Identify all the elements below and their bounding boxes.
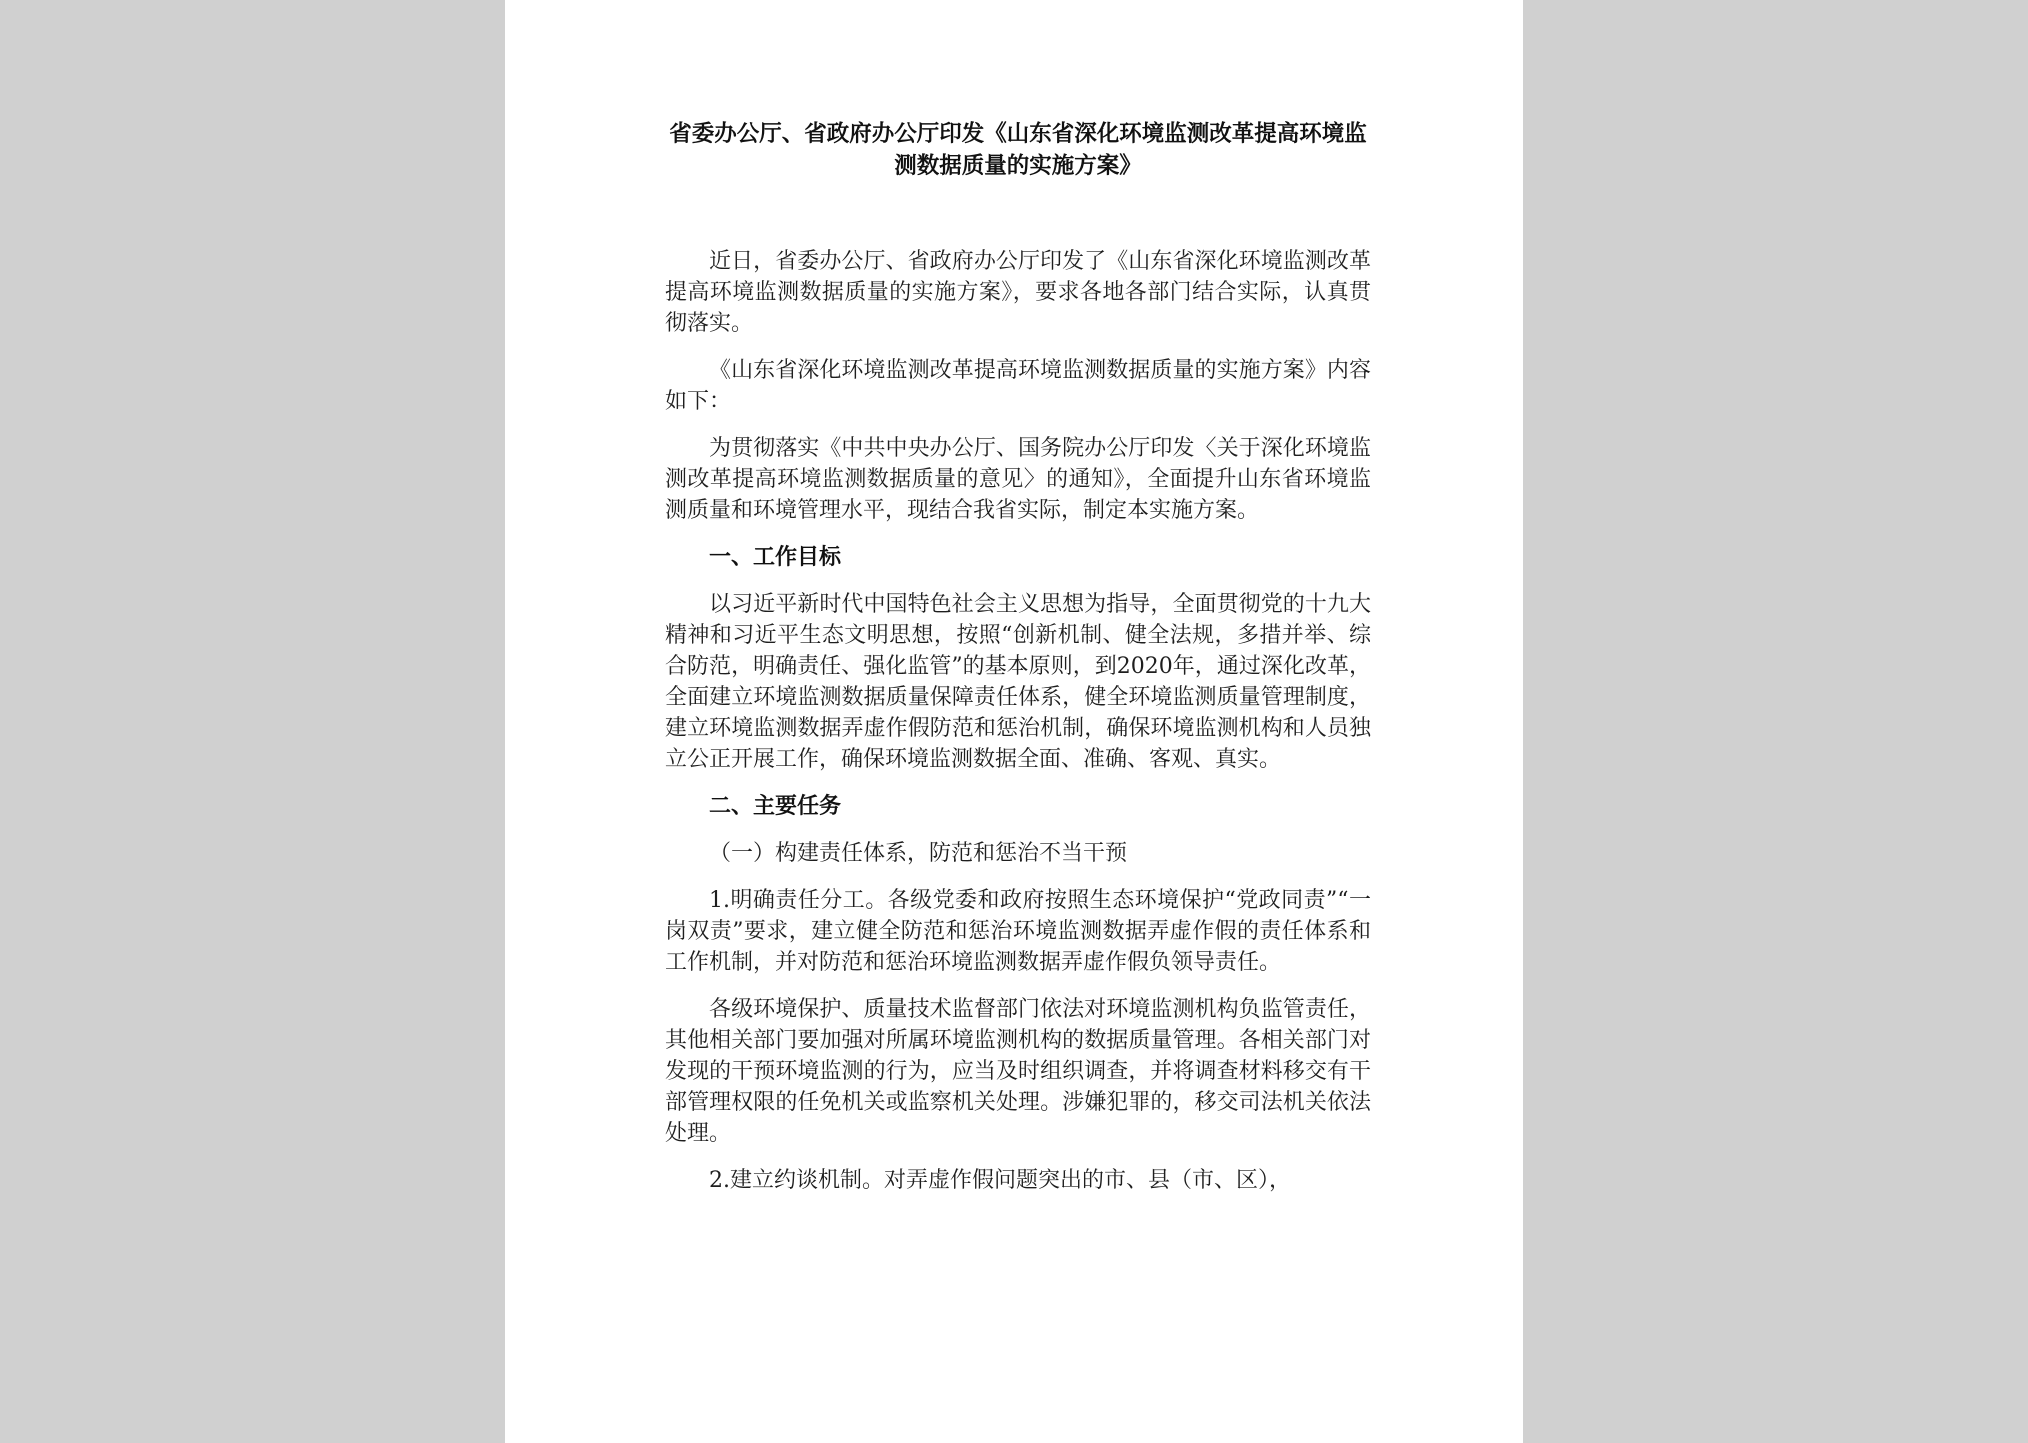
section-heading-goals: 一、工作目标 (709, 545, 842, 570)
document-title: 省委办公厅、省政府办公厅印发《山东省深化环境监测改革提高环境监测数据质量的实施方案》 (669, 121, 1367, 179)
document-page (505, 0, 1523, 1443)
paragraph-content-lead: 《山东省深化环境监测改革提高环境监测数据质量的实施方案》内容如下： (665, 358, 1371, 414)
page-content (665, 118, 1371, 1212)
section-heading-tasks: 二、主要任务 (709, 794, 842, 819)
paragraph-task-1: 1.明确责任分工。各级党委和政府按照生态环境保护“党政同责”“一岗双责”要求，建立健全防范和惩治环境监测数据弄虚作假的责任体系和工作机制，并对防范和惩治环境监测数据弄虚作假负领导责任。 (665, 888, 1371, 975)
paragraph-intro: 近日，省委办公厅、省政府办公厅印发了《山东省深化环境监测改革提高环境监测数据质量的实施方案》，要求各地各部门结合实际，认真贯彻落实。 (665, 249, 1371, 336)
subsection-heading-responsibility: （一）构建责任体系，防范和惩治不当干预 (709, 841, 1128, 866)
paragraph-purpose: 为贯彻落实《中共中央办公厅、国务院办公厅印发〈关于深化环境监测改革提高环境监测数据质量的意见〉的通知》，全面提升山东省环境监测质量和环境管理水平，现结合我省实际，制定本实施方案。 (665, 436, 1371, 523)
paragraph-supervision: 各级环境保护、质量技术监督部门依法对环境监测机构负监管责任，其他相关部门要加强对所属环境监测机构的数据质量管理。各相关部门对发现的干预环境监测的行为，应当及时组织调查，并将调查材料移交有干部管理权限的任免机关或监察机关处理。涉嫌犯罪的，移交司法机关依法处理。 (665, 997, 1371, 1146)
paragraph-goals: 以习近平新时代中国特色社会主义思想为指导，全面贯彻党的十九大精神和习近平生态文明思想，按照“创新机制、健全法规，多措并举、综合防范，明确责任、强化监管”的基本原则，到2020年，通过深化改革，全面建立环境监测数据质量保障责任体系，健全环境监测质量管理制度，建立环境监测数据弄虚作假防范和惩治机制，确保环境监测机构和人员独立公正开展工作，确保环境监测数据全面、准确、客观、真实。 (665, 592, 1371, 772)
paragraph-task-2: 2.建立约谈机制。对弄虚作假问题突出的市、县（市、区）， (709, 1168, 1291, 1193)
